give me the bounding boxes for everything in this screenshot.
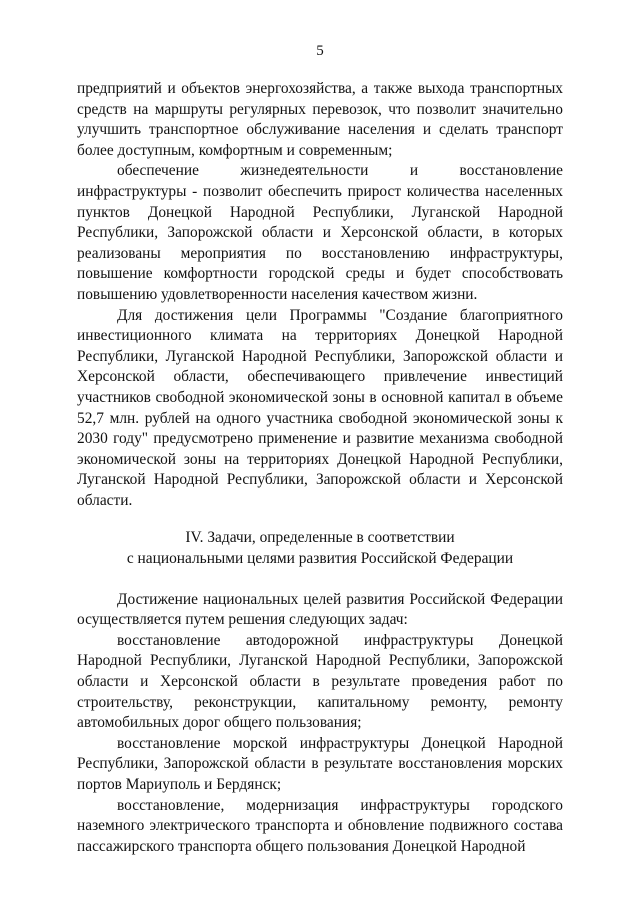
paragraph-investment-climate: Для достижения цели Программы "Создание благоприятного инвестиционного климата на территориях Донецкой Народной Республики, Луганской Народной Республики, Запорожской области и Херсонской области, обеспечивающего привлечение инвестиций участников свободной экономической зоны в основной капитал в объеме 52,7 млн. рублей на одного участника свободной экономической зоны к 2030 году" предусмотрено применение и развитие механизма свободной экономической зоны на территориях Донецкой Народной Республики, Луганской Народной Республики, Запорожской области и Херсонской области. bbox=[77, 306, 563, 509]
paragraph-national-goals: Достижение национальных целей развития Российской Федерации осуществляется путем решения следующих задач: bbox=[77, 590, 563, 629]
section-heading bbox=[77, 528, 563, 569]
paragraph-urban-transport: восстановление, модернизация инфраструктуры городского наземного электрического транспорта и обновление подвижного состава пассажирского транспорта общего пользования Донецкой Народной bbox=[77, 796, 563, 855]
paragraph-energy-transport: предприятий и объектов энергохозяйства, а также выхода транспортных средств на маршруты регулярных перевозок, что позволит значительно улучшить транспортное обслуживание населения и сделать транспорт более доступным, комфортным и современным; bbox=[77, 80, 563, 159]
section-heading-line-1: IV. Задачи, определенные в соответствии bbox=[185, 529, 455, 547]
section-heading-line-2: с национальными целями развития Российской Федерации bbox=[126, 550, 514, 568]
page-number: 5 bbox=[316, 43, 324, 59]
paragraph-sea-infrastructure: восстановление морской инфраструктуры Донецкой Народной Республики, Запорожской области в результате восстановления морских портов Мариуполь и Бердянск; bbox=[77, 734, 563, 793]
paragraph-infrastructure-restoration: обеспечение жизнедеятельности и восстановление инфраструктуры - позволит обеспечить прирост количества населенных пунктов Донецкой Народной Республики, Луганской Народной Республики, Запорожской области и Херсонской области, в которых реализованы мероприятия по восстановлению инфраструктуры, повышение комфортности городской среды и будет способствовать повышению удовлетворенности населения качеством жизни. bbox=[77, 162, 563, 303]
paragraph-road-infrastructure: восстановление автодорожной инфраструктуры Донецкой Народной Республики, Луганской Народной Республики, Запорожской области и Херсонской области в результате проведения работ по строительству, реконструкции, капитальному ремонту, ремонту автомобильных дорог общего пользования; bbox=[77, 631, 563, 732]
document-body bbox=[77, 79, 563, 857]
